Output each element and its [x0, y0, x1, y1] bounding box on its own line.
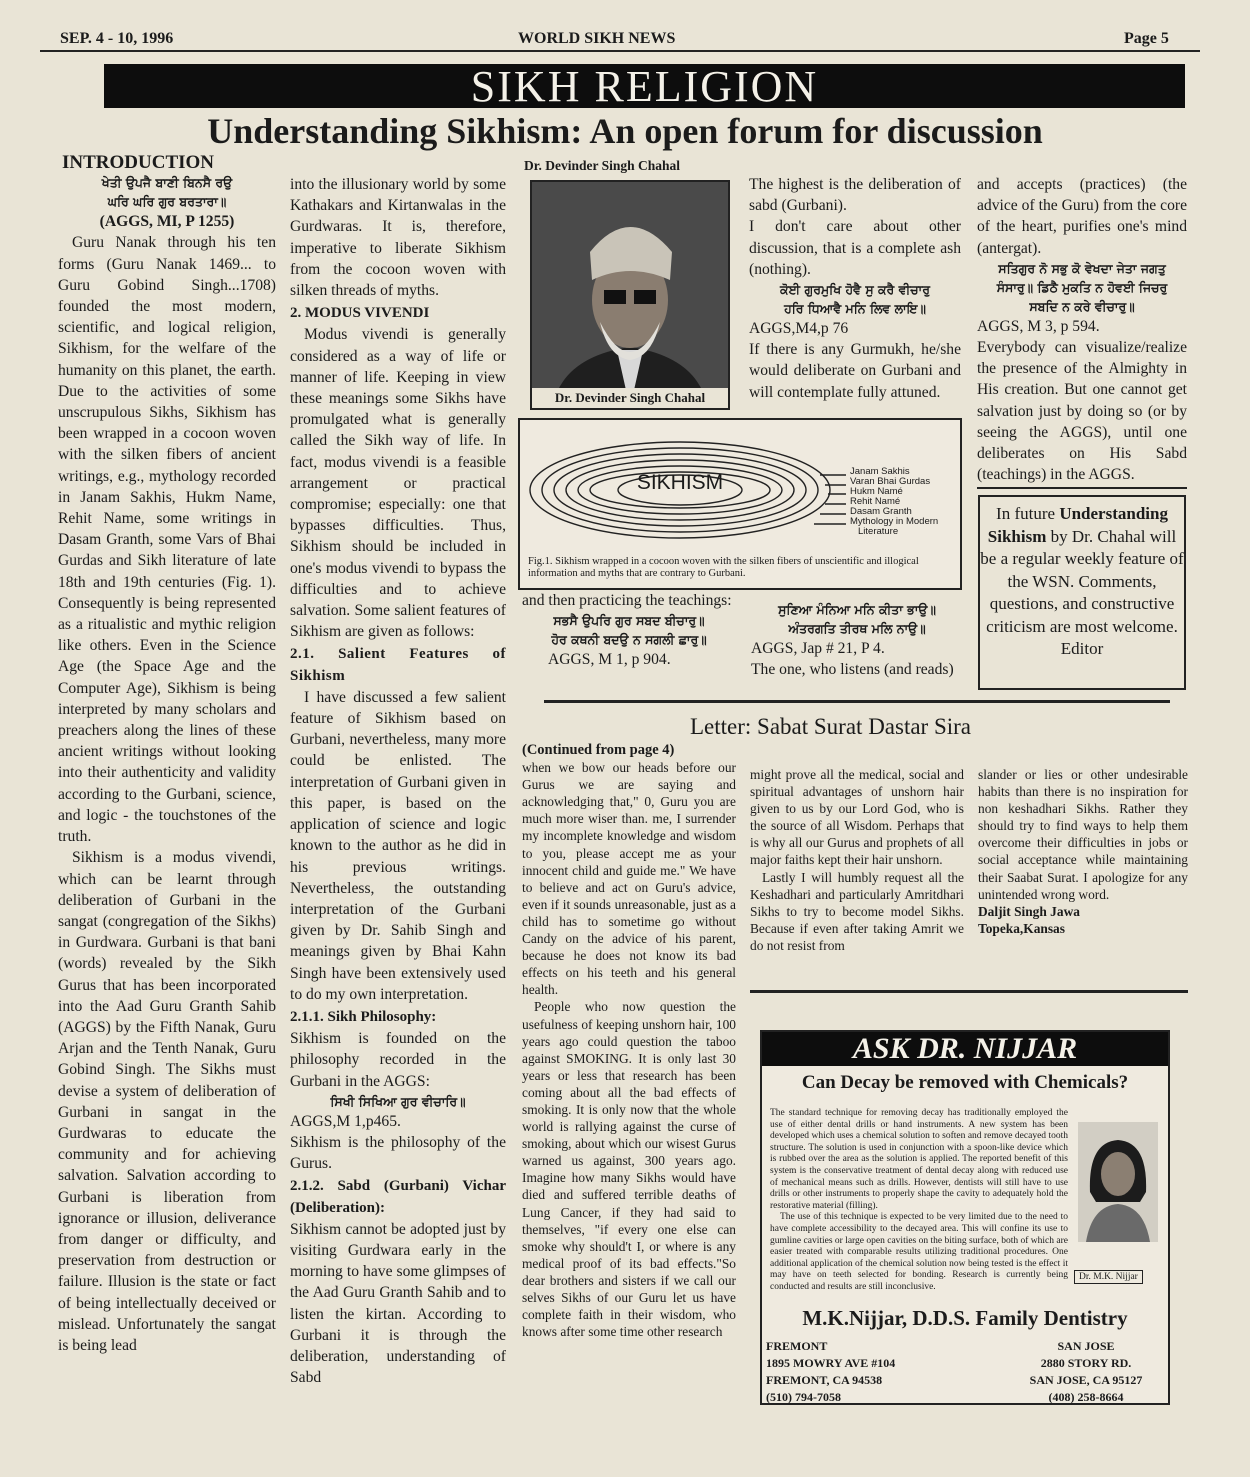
- gurbani-line: ਸਿਖੀ ਸਿਖਿਆ ਗੁਰ ਵੀਚਾਰਿ॥: [330, 1093, 466, 1109]
- section-rule: [750, 990, 1188, 993]
- letter-title: Letter: Sabat Surat Dastar Sira: [690, 714, 972, 739]
- citation: (AGGS, MI, P 1255): [99, 213, 235, 231]
- office-line: 2880 STORY RD.: [1040, 1356, 1132, 1370]
- gurbani-line: ਖੇਤੀ ਉਪਜੈ ਬਾਣੀ ਬਿਨਸੈ ਰਉ: [101, 175, 233, 191]
- section-heading: 2.1.1. Sikh Philosophy:: [290, 1008, 437, 1025]
- figure-1: [518, 418, 962, 590]
- paragraph: Sikhism cannot be adopted just by visiting Gurdwara early in the morning to have some glimpses of the Aad Guru Granth Sahib and to listen the kirtan. According to Gurbani it is through the deliberation, understanding of Sabd: [290, 1220, 506, 1387]
- paragraph: I don't care about other discussion, that is a complete ash (nothing).: [749, 218, 961, 278]
- figure-label: Mythology in Modern: [850, 516, 939, 527]
- below-figure-left: [522, 590, 736, 670]
- citation: AGGS, Jap # 21, P 4.: [751, 640, 885, 657]
- photo-caption: Dr. Devinder Singh Chahal: [532, 388, 728, 408]
- paragraph: The highest is the deliberation of sabd (Gurbani).: [749, 176, 961, 215]
- box-text-body: by Dr. Chahal will be a regular weekly feature of the WSN. Comments, questions, and constructive criticism are most welcome.: [980, 526, 1184, 636]
- paragraph: Sikhism is founded on the philosophy recorded in the Gurbani in the AGGS:: [290, 1030, 506, 1090]
- figure-center-label: SIKHISM: [636, 471, 724, 494]
- letter-place: Topeka,Kansas: [978, 920, 1065, 936]
- paper-name: WORLD SIKH NEWS: [518, 30, 676, 47]
- letter-column-3: [978, 766, 1188, 937]
- section-rule: [544, 700, 1170, 703]
- header-rule: [40, 50, 1200, 52]
- figure-label: Literature: [858, 526, 899, 537]
- citation: AGGS,M 1,p465.: [290, 1112, 401, 1130]
- paragraph: when we bow our heads before our Gurus we are saying and acknowledging that," 0, Guru you are much more wiser than. me, I surrender my incomplete knowledge and wisdom to you, please accept me as your innocent child and guide me." We have to believe and act on Guru's advice, even if it sounds unreasonable, just as a child has to sometime go without Candy on the advice of his parent, because he does not know its bad effects on his teeth and his general health.: [522, 760, 736, 998]
- office-line: SAN JOSE: [1057, 1339, 1115, 1353]
- paragraph: Sikhism is a modus vivendi, which can be learnt through deliberation of Gurbani in the sangat (congregation of the Sikhs) in Gurdwara. Gurbani is that bani (words) revealed by the Sikh Gurus that has been incorporated into the Aad Guru Granth Sahib (AGGS) by the Fifth Nanak, Guru Arjan and the Tenth Nanak, Guru Gobind Singh. The Sikhs must devise a system of deliberation of Gurbani in sangat in the Gurdwaras to educate the community and for achieving salvation. Salvation according to Gurbani is liberation from ignorance or illusion, deliverance from danger or difficulty, and preservation from destruction or failure. Illusion is the state or fact of being intellectually deceived or mislead. Unfortunately the sangat is being lead: [58, 849, 276, 1354]
- byline: Dr. Devinder Singh Chahal: [524, 158, 681, 173]
- gurbani-line: ਸੁਣਿਆ ਮੰਨਿਆ ਮਨਿ ਕੀਤਾ ਭਾਉ॥: [778, 602, 936, 617]
- ad-paragraph: The standard technique for removing decay has traditionally employed the use of either dental drills or hand instruments. A new system has been developed which uses a chemical solution to soften and remove decayed tooth structure. The solution is used in conjunction with a spoon-like device which is rubbed over the area as the solution is applied. The reported benefit of this system is the conservative treatment of dental decay along with reduced use of mechanical means such as drills. However, dentists will still have to use drills or other instruments to properly shape the cavity to adequately hold the restorative material (filling).: [770, 1108, 1068, 1211]
- below-figure-right: [751, 600, 963, 680]
- ad-body: [770, 1108, 1068, 1294]
- paragraph: into the illusionary world by some Kathakars and Kirtanwalas in the Gurdwaras. It is, therefore, imperative to liberate Sikhism from the cocoon woven with silken threads of myths.: [290, 176, 506, 300]
- dentist-photo-label: Dr. M.K. Nijjar: [1074, 1270, 1143, 1284]
- portrait-graphic: [532, 182, 728, 408]
- gurbani-line: ਹੋਰ ਕਥਨੀ ਬਦਉ ਨ ਸਗਲੀ ਛਾਰੁ॥: [551, 632, 707, 648]
- dentist-portrait-graphic: [1078, 1122, 1158, 1242]
- gurbani-line: ਸਭਸੈ ਉਪਰਿ ਗੁਰ ਸਬਦ ਬੀਚਾਰੁ॥: [553, 613, 705, 629]
- gurbani-line: ਸਬਦਿ ਨ ਕਰੇ ਵੀਚਾਰੁ॥: [1029, 298, 1135, 314]
- figure-labels: [850, 467, 938, 537]
- box-text-lead: In future: [996, 504, 1056, 523]
- office-line: (510) 794-7058: [766, 1390, 841, 1404]
- paragraph: Guru Nanak through his ten forms (Guru Nanak 1469... to Guru Gobind Singh...1708) founded the most modern, scientific, and logical religion, Sikhism, for the welfare of the humanity on this planet, the earth. Due to the activities of some unscrupulous Sikhs, Sikhism has been wrapped in a cocoon woven with the silken fibers of ancient writings, e.g., mythology recorded in Janam Sakhis, Hukm Name, Rehit Name, some writings in Dasam Granth, some Vars of Bhai Gurdas and Sikh literature of late 18th and 19th centuries (Fig. 1). Consequently is being represented as a ritualistic and mythic religion like others. Even in the Science Age (the Space Age and the Computer Age), Sikhism is being interpreted by many scholars and preachers along the lines of these ancient writings without looking into their authenticity and validity according to the Gurbani, science, and logic - the touchstones of the truth.: [58, 234, 276, 846]
- office-line: (408) 258-8664: [1048, 1390, 1124, 1404]
- article-column-2: [290, 174, 506, 1388]
- page-number: Page 5: [1124, 30, 1169, 47]
- practice-name: M.K.Nijjar, D.D.S. Family Dentistry: [802, 1306, 1128, 1330]
- figure-label: Janam Sakhis: [850, 466, 910, 477]
- office-line: FREMONT: [766, 1339, 828, 1353]
- figure-label: Rehit Namé: [850, 496, 901, 507]
- paragraph: The one, who listens (and reads): [751, 661, 954, 679]
- paragraph: Sikhism is the philosophy of the Gurus.: [290, 1133, 506, 1173]
- paragraph: Lastly I will humbly request all the Keshadhari and particularly Amritdhari Sikhs to try to become model Sikhs. Because if even after taking Amrit we do not resist from: [750, 869, 964, 953]
- citation: AGGS, M 1, p 904.: [548, 651, 671, 669]
- headline: Understanding Sikhism: An open forum for discussion: [207, 111, 1043, 151]
- box-signature: Editor: [1060, 639, 1104, 658]
- gurbani-line: ਹਰਿ ਧਿਆਵੈ ਮਨਿ ਲਿਵ ਲਾਇ॥: [784, 301, 926, 317]
- section-banner: SIKH RELIGION: [104, 64, 1185, 108]
- letter-column-1: [522, 742, 736, 1340]
- article-column-4: [977, 174, 1187, 485]
- paragraph: People who now question the usefulness of keeping unshorn hair, 100 years ago could question the taboo against SMOKING. It is only last 30 years or less that research has been coming about all the bad effects of smoking. It is only now that the whole world is rallying against the curse of smoking, about which our wisest Gurus warned us against, 300 years ago. Imagine how many Sikhs would have died and suffered terrible deaths of Lung Cancer, if they had said to themselves, "if every one else can smoke why should't I, or where is any medical proof of its bad effects."So dear brothers and sisters if we call our selves Sikhs of our Guru let us have complete faith in their wisdom, who knows after some time other research: [522, 999, 736, 1340]
- gurbani-line: ਅੰਤਰਗਤਿ ਤੀਰਥ ਮਲਿ ਨਾਉ॥: [788, 621, 926, 636]
- paragraph: Modus vivendi is generally considered as a way of life or manner of life. Keeping in view these meanings some Sikhs have promulgated what is generally called the Sikh way of life. In fact, modus vivendi is a feasible arrangement or practical compromise; especially: one that bypasses difficulties. Thus, Sikhism should be included in one's modus vivendi to bypass the difficulties and to achieve salvation. Some salient features of Sikhism are given as follows:: [290, 326, 506, 641]
- ad-title: ASK DR. NIJJAR: [762, 1032, 1168, 1066]
- continued-note: (Continued from page 4): [522, 742, 675, 758]
- gurbani-line: ਘਰਿ ਘਰਿ ਗੁਰ ਬਰਤਾਰਾ॥: [107, 194, 227, 210]
- dentist-ad: [760, 1030, 1170, 1405]
- gurbani-line: ਕੋਈ ਗੁਰਮੁਖਿ ਹੋਵੈ ਸੁ ਕਰੈ ਵੀਚਾਰੁ: [780, 282, 930, 298]
- letter-author: Daljit Singh Jawa: [978, 903, 1080, 919]
- office-line: SAN JOSE, CA 95127: [1029, 1373, 1143, 1387]
- article-column-3: [749, 174, 961, 403]
- column-rule: [977, 487, 1187, 489]
- box-text: [980, 503, 1184, 638]
- intro-heading: INTRODUCTION: [62, 152, 215, 173]
- future-feature-box: [978, 495, 1186, 690]
- san-jose-office: [1006, 1338, 1166, 1406]
- figure-label: Dasam Granth: [850, 506, 912, 517]
- figure-label: Varan Bhai Gurdas: [850, 476, 931, 487]
- section-heading: 2. MODUS VIVENDI: [290, 305, 430, 322]
- ad-question: Can Decay be removed with Chemicals?: [801, 1072, 1129, 1093]
- citation: AGGS, M 3, p 594.: [977, 317, 1100, 335]
- office-line: FREMONT, CA 94538: [766, 1373, 883, 1387]
- paragraph: slander or lies or other undesirable habits than there is no inspiration for non keshadhari Sikhs. Rather they should try to find ways to help them overcome their difficulties in jobs or social acceptance while maintaining their Saabat Surat. I apologize for any unintended wrong word.: [978, 767, 1188, 902]
- section-heading: 2.1.2. Sabd (Gurbani) Vichar (Deliberation):: [290, 1178, 506, 1216]
- paragraph: and then practicing the teachings:: [522, 592, 732, 609]
- gurbani-line: ਸੰਸਾਰੁ॥ ਡਿਠੈ ਮੁਕਤਿ ਨ ਹੋਵਈ ਜਿਚਰੁ: [996, 279, 1168, 295]
- paragraph: If there is any Gurmukh, he/she would deliberate on Gurbani and will contemplate fully attuned.: [749, 341, 961, 401]
- citation: AGGS,M4,p 76: [749, 320, 849, 338]
- ad-paragraph: The use of this technique is expected to be very limited due to the need to have complete accessibility to the decayed area. This will confine its use to gumline cavities or large open cavities on the biting surface, both of which are easier treated with comparable results utilizing traditional procedures. One additional application of the chemical solution now being tested is the effect it may have on teeth selected for bonding. Research is currently being conducted and results are still inconclusive.: [770, 1212, 1068, 1292]
- paragraph: I have discussed a few salient feature of Sikhism based on Gurbani, nevertheless, many more could be enlisted. The interpretation of Gurbani given in this paper, is based on the application of science and logic known to the author as he did in his previous writings. Nevertheless, the outstanding interpretation of the Gurbani given by Dr. Sahib Singh and meanings given by Bhai Kahn Singh have been extensively used to do my own interpretation.: [290, 688, 506, 1003]
- dentist-photo: [1078, 1122, 1158, 1242]
- issue-date: SEP. 4 - 10, 1996: [60, 30, 174, 47]
- office-line: 1895 MOWRY AVE #104: [766, 1356, 896, 1370]
- paragraph: and accepts (practices) (the advice of the Guru) from the core of the heart, purifies one's mind (antergat).: [977, 176, 1187, 257]
- section-heading: 2.1. Salient Features of Sikhism: [290, 646, 506, 684]
- paragraph: might prove all the medical, social and spiritual advantages of unshorn hair given to us by our Lord God, who is the source of all Wisdom. Perhaps that is why all our Gurus and prophets of all major faiths kept their hair unshorn.: [750, 767, 964, 868]
- figure-label: Hukm Namé: [850, 486, 903, 497]
- paragraph: Everybody can visualize/realize the presence of the Almighty in His creation. But one cannot get salvation just by doing so (or by seeing the AGGS), until one deliberates on His Sabd (teachings) in the AGGS.: [977, 339, 1187, 484]
- figure-caption: Fig.1. Sikhism wrapped in a cocoon woven with the silken fibers of unscientific and illogical information and myths that are contrary to Gurbani.: [528, 556, 919, 579]
- gurbani-line: ਸਤਿਗੁਰ ਨੋ ਸਭੁ ਕੋ ਵੇਖਦਾ ਜੇਤਾ ਜਗਤੁ: [998, 260, 1166, 276]
- fremont-office: [766, 1338, 895, 1406]
- box-text-feature: Understanding Sikhism: [987, 504, 1168, 546]
- letter-column-2: [750, 766, 964, 954]
- author-photo: [530, 180, 730, 410]
- article-column-1: [58, 152, 276, 1356]
